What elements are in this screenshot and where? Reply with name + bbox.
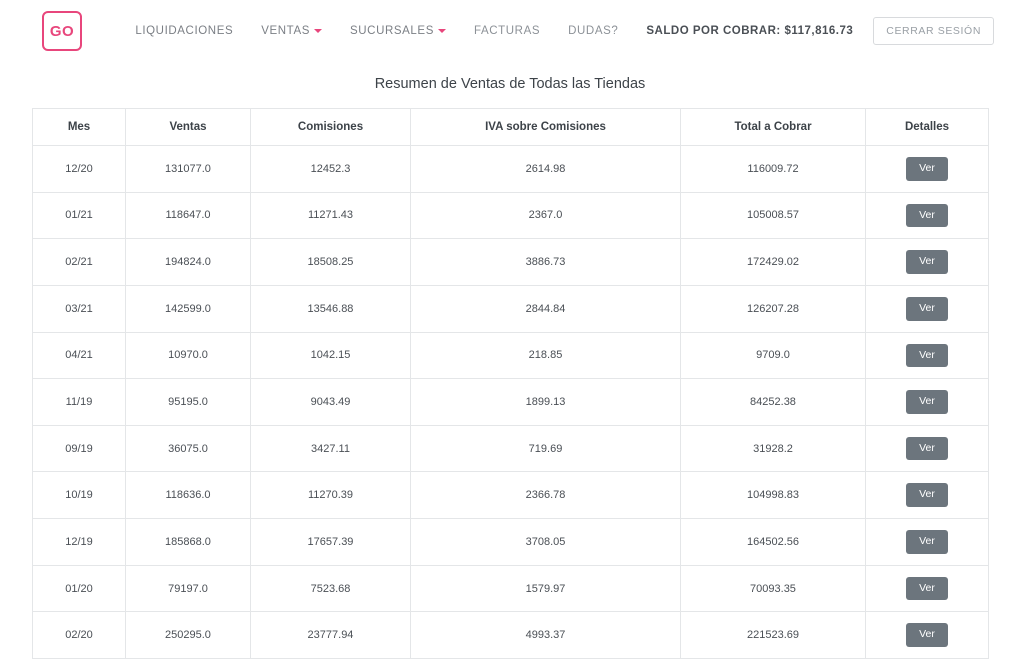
table-header [33, 109, 989, 146]
cell-total: 164502.56 [681, 519, 866, 566]
nav-item-facturas[interactable]: FACTURAS [473, 25, 541, 37]
table-row [33, 565, 989, 612]
cell-total: 172429.02 [681, 239, 866, 286]
cell-total: 116009.72 [681, 146, 866, 193]
view-details-button[interactable]: Ver [906, 344, 948, 368]
cell-ventas: 79197.0 [126, 565, 251, 612]
column-header-iva: IVA sobre Comisiones [411, 109, 681, 146]
cell-iva: 4993.37 [411, 612, 681, 659]
nav-item-ventas-label: VENTAS [261, 25, 310, 37]
cell-detalles [866, 285, 989, 332]
table-row [33, 519, 989, 566]
nav-item-sucursales[interactable] [336, 25, 460, 37]
cell-mes: 09/19 [33, 425, 126, 472]
cell-ventas: 36075.0 [126, 425, 251, 472]
table-row [33, 192, 989, 239]
column-header-mes: Mes [33, 109, 126, 146]
cell-total: 84252.38 [681, 379, 866, 426]
cell-mes: 04/21 [33, 332, 126, 379]
cell-ventas: 194824.0 [126, 239, 251, 286]
cell-ventas: 142599.0 [126, 285, 251, 332]
view-details-button[interactable]: Ver [906, 437, 948, 461]
cell-comisiones: 3427.11 [251, 425, 411, 472]
chevron-down-icon [314, 29, 322, 33]
cell-detalles [866, 332, 989, 379]
cell-comisiones: 12452.3 [251, 146, 411, 193]
table-row [33, 425, 989, 472]
cell-mes: 01/21 [33, 192, 126, 239]
column-header-total: Total a Cobrar [681, 109, 866, 146]
logo[interactable] [42, 11, 82, 51]
cell-mes: 02/21 [33, 239, 126, 286]
cell-mes: 12/20 [33, 146, 126, 193]
table-row [33, 239, 989, 286]
balance-label: SALDO POR COBRAR: $117,816.73 [646, 25, 854, 37]
cell-comisiones: 11271.43 [251, 192, 411, 239]
cell-mes: 10/19 [33, 472, 126, 519]
view-details-button[interactable]: Ver [906, 250, 948, 274]
top-navbar [0, 0, 1020, 62]
cell-comisiones: 13546.88 [251, 285, 411, 332]
cell-iva: 3708.05 [411, 519, 681, 566]
cell-comisiones: 11270.39 [251, 472, 411, 519]
cell-detalles [866, 192, 989, 239]
logout-button[interactable]: CERRAR SESIÓN [873, 17, 994, 45]
view-details-button[interactable]: Ver [906, 530, 948, 554]
page-title: Resumen de Ventas de Todas las Tiendas [374, 76, 646, 92]
cell-comisiones: 7523.68 [251, 565, 411, 612]
column-header-detalles: Detalles [866, 109, 989, 146]
cell-iva: 2367.0 [411, 192, 681, 239]
view-details-button[interactable]: Ver [906, 297, 948, 321]
logo-text: GO [49, 22, 75, 40]
cell-comisiones: 1042.15 [251, 332, 411, 379]
cell-total: 221523.69 [681, 612, 866, 659]
sales-summary-table [32, 108, 989, 659]
view-details-button[interactable]: Ver [906, 623, 948, 647]
cell-iva: 2844.84 [411, 285, 681, 332]
sales-summary-table-wrapper [32, 108, 988, 659]
view-details-button[interactable]: Ver [906, 157, 948, 181]
cell-iva: 1579.97 [411, 565, 681, 612]
cell-detalles [866, 472, 989, 519]
table-row [33, 285, 989, 332]
cell-detalles [866, 425, 989, 472]
cell-comisiones: 18508.25 [251, 239, 411, 286]
table-body [33, 146, 989, 659]
cell-detalles [866, 146, 989, 193]
cell-mes: 11/19 [33, 379, 126, 426]
cell-total: 105008.57 [681, 192, 866, 239]
cell-iva: 218.85 [411, 332, 681, 379]
cell-total: 126207.28 [681, 285, 866, 332]
view-details-button[interactable]: Ver [906, 204, 948, 228]
cell-total: 9709.0 [681, 332, 866, 379]
column-header-comisiones: Comisiones [251, 109, 411, 146]
cell-ventas: 10970.0 [126, 332, 251, 379]
cell-iva: 2366.78 [411, 472, 681, 519]
cell-detalles [866, 379, 989, 426]
cell-total: 70093.35 [681, 565, 866, 612]
nav-item-liquidaciones[interactable]: LIQUIDACIONES [135, 25, 234, 37]
nav-item-ventas[interactable] [247, 25, 336, 37]
view-details-button[interactable]: Ver [906, 483, 948, 507]
chevron-down-icon [438, 29, 446, 33]
cell-ventas: 250295.0 [126, 612, 251, 659]
table-row [33, 472, 989, 519]
cell-detalles [866, 612, 989, 659]
nav-item-sucursales-label: SUCURSALES [350, 25, 434, 37]
table-row [33, 612, 989, 659]
cell-comisiones: 9043.49 [251, 379, 411, 426]
cell-detalles [866, 565, 989, 612]
nav-links [121, 17, 1004, 45]
cell-mes: 02/20 [33, 612, 126, 659]
cell-iva: 1899.13 [411, 379, 681, 426]
view-details-button[interactable]: Ver [906, 390, 948, 414]
cell-ventas: 95195.0 [126, 379, 251, 426]
cell-iva: 3886.73 [411, 239, 681, 286]
table-row [33, 379, 989, 426]
cell-ventas: 118636.0 [126, 472, 251, 519]
cell-mes: 01/20 [33, 565, 126, 612]
cell-ventas: 185868.0 [126, 519, 251, 566]
cell-mes: 12/19 [33, 519, 126, 566]
cell-iva: 719.69 [411, 425, 681, 472]
cell-ventas: 118647.0 [126, 192, 251, 239]
cell-total: 31928.2 [681, 425, 866, 472]
cell-total: 104998.83 [681, 472, 866, 519]
cell-comisiones: 23777.94 [251, 612, 411, 659]
cell-detalles [866, 519, 989, 566]
cell-comisiones: 17657.39 [251, 519, 411, 566]
cell-detalles [866, 239, 989, 286]
cell-mes: 03/21 [33, 285, 126, 332]
nav-item-dudas[interactable]: DUDAS? [568, 25, 619, 37]
cell-iva: 2614.98 [411, 146, 681, 193]
table-row [33, 146, 989, 193]
cell-ventas: 131077.0 [126, 146, 251, 193]
column-header-ventas: Ventas [126, 109, 251, 146]
table-header-row [33, 109, 989, 146]
table-row [33, 332, 989, 379]
view-details-button[interactable]: Ver [906, 577, 948, 601]
